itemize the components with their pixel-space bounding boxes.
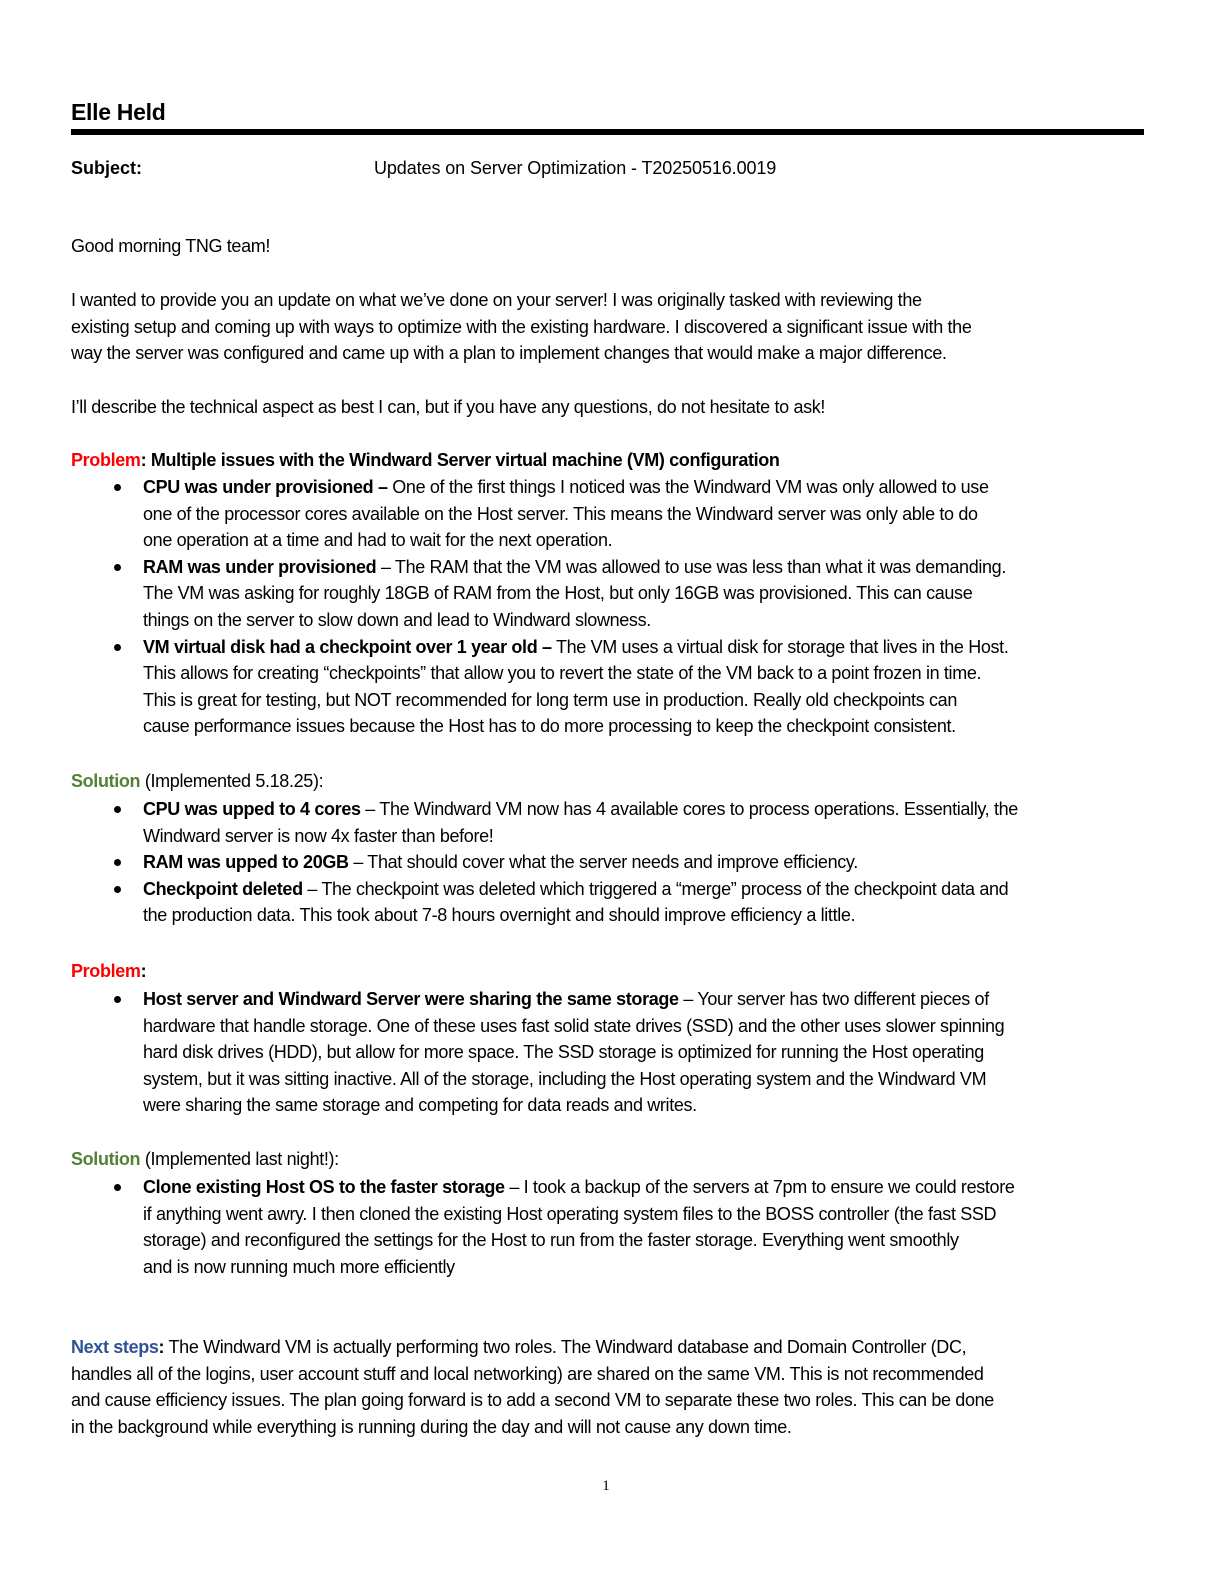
bullet-text: One of the first things I noticed was the Windward VM was only allowed to use xyxy=(387,477,989,497)
intro-line: way the server was configured and came up with a plan to implement changes that would make a major difference. xyxy=(71,343,947,364)
bullet-heading: Clone existing Host OS to the faster storage xyxy=(143,1177,505,1197)
bullet-icon xyxy=(114,996,121,1003)
intro-line: existing setup and coming up with ways to optimize with the existing hardware. I discovered a significant issue with the xyxy=(71,316,972,337)
header-divider xyxy=(71,129,1144,135)
list-item xyxy=(71,849,1151,876)
bullet-text: The VM uses a virtual disk for storage that lives in the Host. xyxy=(551,636,1009,657)
problem-title: Multiple issues with the Windward Server virtual machine (VM) configuration xyxy=(146,450,780,470)
bullet-heading: CPU was under provisioned – xyxy=(143,477,388,497)
solution-label: Solution xyxy=(71,1149,141,1169)
bullet-text: things on the server to slow down and lead to Windward slowness. xyxy=(143,609,651,630)
solution-bullet-list xyxy=(71,1174,1151,1280)
solution-note: (Implemented 5.18.25): xyxy=(140,771,324,791)
list-item xyxy=(71,796,1151,849)
page-number: 1 xyxy=(602,1478,610,1494)
problem-heading xyxy=(71,958,1151,985)
list-item xyxy=(71,986,1151,1119)
bullet-text: hard disk drives (HDD), but allow for more space. The SSD storage is optimized for running the Host operating xyxy=(143,1042,984,1063)
bullet-text: one operation at a time and had to wait for the next operation. xyxy=(143,530,613,551)
problem-bullet-list xyxy=(71,474,1151,740)
next-steps-text: handles all of the logins, user account stuff and local networking) are shared on the same VM. This is not recommended xyxy=(71,1363,984,1384)
bullet-icon xyxy=(114,1184,121,1191)
bullet-text: – The checkpoint was deleted which triggered a “merge” process of the checkpoint data and xyxy=(302,878,1009,899)
bullet-icon xyxy=(114,886,121,893)
bullet-text: storage) and reconfigured the settings for the Host to run from the faster storage. Everything went smoothly xyxy=(143,1230,959,1251)
bullet-text: This is great for testing, but NOT recommended for long term use in production. Really old checkpoints can xyxy=(143,689,957,710)
list-item xyxy=(71,634,1151,740)
bullet-icon xyxy=(114,859,121,866)
list-item xyxy=(71,876,1151,929)
next-steps-paragraph xyxy=(71,1334,1151,1440)
bullet-icon xyxy=(114,644,121,651)
bullet-text: the production data. This took about 7-8 hours overnight and should improve efficiency a little. xyxy=(143,905,856,926)
list-item xyxy=(71,1174,1151,1280)
greeting: Good morning TNG team! xyxy=(71,236,271,256)
bullet-heading: Host server and Windward Server were sharing the same storage xyxy=(143,989,679,1009)
solution-heading xyxy=(71,1146,1151,1173)
bullet-text: – The Windward VM now has 4 available cores to process operations. Essentially, the xyxy=(360,799,1018,819)
bullet-text: if anything went awry. I then cloned the existing Host operating system files to the BOSS controller (the fast SSD xyxy=(143,1203,997,1224)
subject-label: Subject: xyxy=(71,158,143,178)
problem-label: Problem xyxy=(71,961,141,981)
bullet-icon xyxy=(114,564,121,571)
problem-heading xyxy=(71,447,1151,474)
bullet-text: were sharing the same storage and competing for data reads and writes. xyxy=(143,1095,697,1116)
bullet-text: – That should cover what the server needs and improve efficiency. xyxy=(348,852,858,873)
problem-colon: : xyxy=(140,450,147,470)
bullet-text: The VM was asking for roughly 18GB of RAM from the Host, but only 16GB was provisioned. This can cause xyxy=(143,583,973,604)
bullet-text: one of the processor cores available on the Host server. This means the Windward server was only able to do xyxy=(143,503,978,524)
bullet-heading: CPU was upped to 4 cores xyxy=(143,799,361,819)
solution-bullet-list xyxy=(71,796,1151,929)
bullet-text: cause performance issues because the Host has to do more processing to keep the checkpoint consistent. xyxy=(143,716,956,737)
intro-paragraph xyxy=(71,287,1151,367)
bullet-heading: RAM was upped to 20GB xyxy=(143,852,349,873)
bullet-text: – Your server has two different pieces of xyxy=(678,989,989,1009)
next-steps-text: The Windward VM is actually performing two roles. The Windward database and Domain Controller (DC, xyxy=(164,1337,967,1357)
bullet-text: This allows for creating “checkpoints” that allow you to revert the state of the VM back to a point frozen in time. xyxy=(143,663,982,684)
bullet-text: – The RAM that the VM was allowed to use was less than what it was demanding. xyxy=(376,556,1006,577)
list-item xyxy=(71,554,1151,634)
bullet-text: Windward server is now 4x faster than before! xyxy=(143,825,494,846)
bullet-text: hardware that handle storage. One of these uses fast solid state drives (SSD) and the other uses slower spinning xyxy=(143,1015,1005,1036)
bullet-heading: VM virtual disk had a checkpoint over 1 year old – xyxy=(143,636,552,657)
bullet-text: – I took a backup of the servers at 7pm to ensure we could restore xyxy=(504,1177,1015,1197)
solution-heading xyxy=(71,768,1151,795)
bullet-heading: Checkpoint deleted xyxy=(143,878,303,899)
next-steps-colon: : xyxy=(158,1337,165,1357)
sender-name: Elle Held xyxy=(71,99,166,125)
bullet-text: and is now running much more efficiently xyxy=(143,1256,455,1277)
bullet-heading: RAM was under provisioned xyxy=(143,556,377,577)
problem-colon: : xyxy=(140,961,147,981)
bullet-text: system, but it was sitting inactive. All of the storage, including the Host operating system and the Windward VM xyxy=(143,1068,987,1089)
bullet-icon xyxy=(114,484,121,491)
questions-paragraph: I’ll describe the technical aspect as best I can, but if you have any questions, do not hesitate to ask! xyxy=(71,397,826,417)
next-steps-text: and cause efficiency issues. The plan going forward is to add a second VM to separate these two roles. This can be done xyxy=(71,1390,994,1411)
problem-bullet-list xyxy=(71,986,1151,1119)
bullet-icon xyxy=(114,806,121,813)
solution-note: (Implemented last night!): xyxy=(140,1149,339,1169)
list-item xyxy=(71,474,1151,554)
next-steps-text: in the background while everything is running during the day and will not cause any down time. xyxy=(71,1416,792,1437)
intro-line: I wanted to provide you an update on what we’ve done on your server! I was originally tasked with reviewing the xyxy=(71,290,922,310)
subject-value: Updates on Server Optimization - T20250516.0019 xyxy=(374,158,777,178)
solution-label: Solution xyxy=(71,771,141,791)
next-steps-label: Next steps xyxy=(71,1337,159,1357)
problem-label: Problem xyxy=(71,450,141,470)
